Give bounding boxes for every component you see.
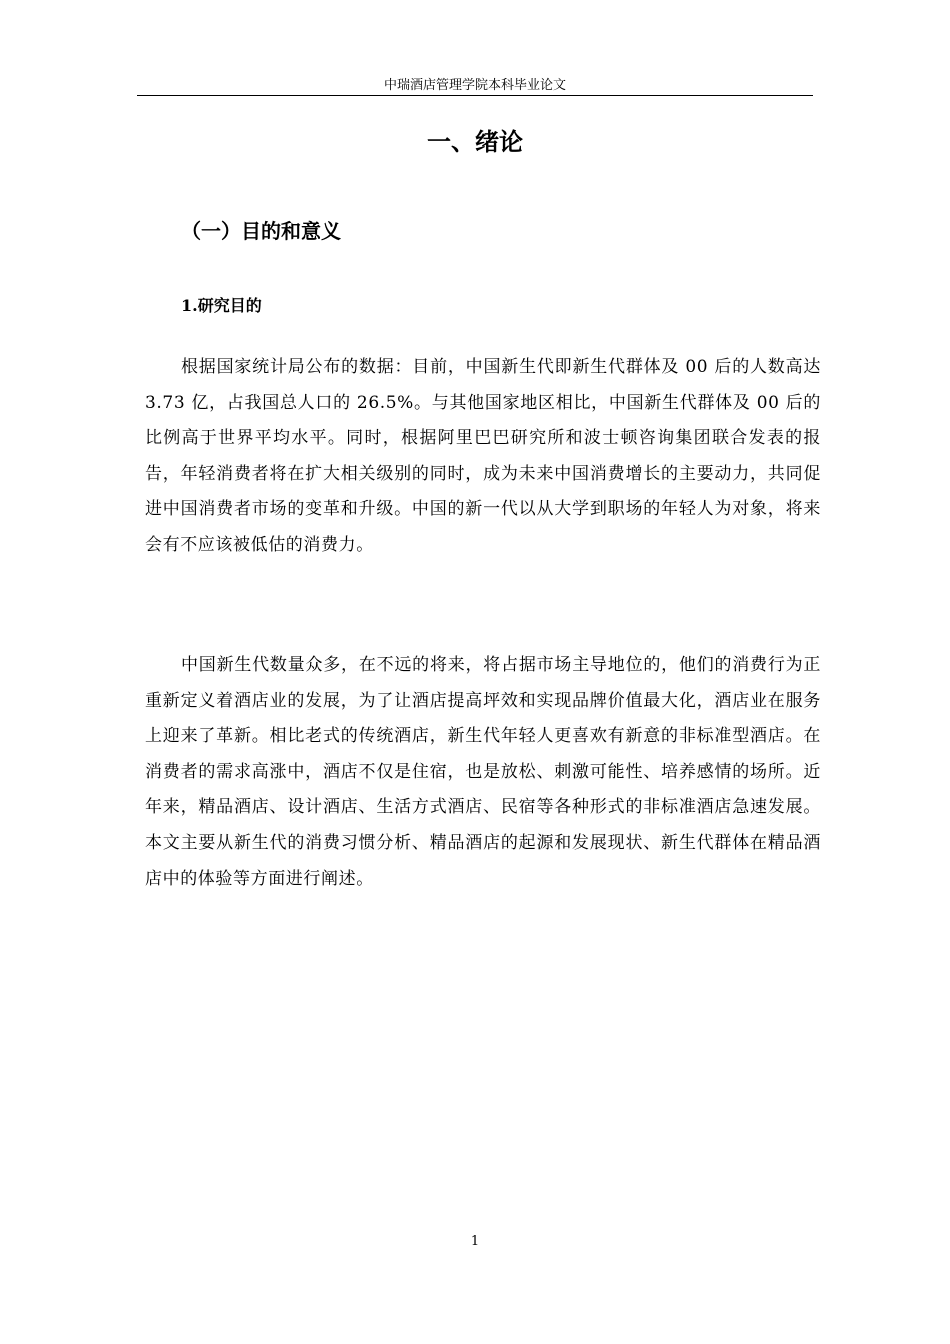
- chapter-title: 一、绪论: [427, 127, 523, 156]
- section-title: （一）目的和意义: [181, 219, 341, 243]
- header-divider: [137, 95, 813, 96]
- subsection-title: 1.研究目的: [181, 296, 262, 315]
- running-header: 中瑞酒店管理学院本科毕业论文: [383, 78, 566, 93]
- body-paragraph: 根据国家统计局公布的数据：目前，中国新生代即新生代群体及 00 后的人数高达 3.73 亿，占我国总人口的 26.5%。与其他国家地区相比，中国新生代群体及 00 后的比例高于世界平均水平。同时，根据阿里巴巴研究所和波士顿咨询集团联合发表的报告，年轻消费者将在扩大相关级别的同时，成为未来中国消费增长的主要动力，共同促进中国消费者市场的变革和升级。中国的新一代以从大学到职场的年轻人为对象，将来会有不应该被低估的消费力。: [145, 357, 821, 555]
- page-number: 1: [470, 1234, 480, 1249]
- body-paragraph: 中国新生代数量众多，在不远的将来，将占据市场主导地位的，他们的消费行为正重新定义着酒店业的发展，为了让酒店提高坪效和实现品牌价值最大化，酒店业在服务上迎来了革新。相比老式的传统酒店，新生代年轻人更喜欢有新意的非标准型酒店。在消费者的需求高涨中，酒店不仅是住宿，也是放松、刺激可能性、培养感情的场所。近年来，精品酒店、设计酒店、生活方式酒店、民宿等各种形式的非标准酒店急速发展。本文主要从新生代的消费习惯分析、精品酒店的起源和发展现状、新生代群体在精品酒店中的体验等方面进行阐述。: [145, 655, 821, 889]
